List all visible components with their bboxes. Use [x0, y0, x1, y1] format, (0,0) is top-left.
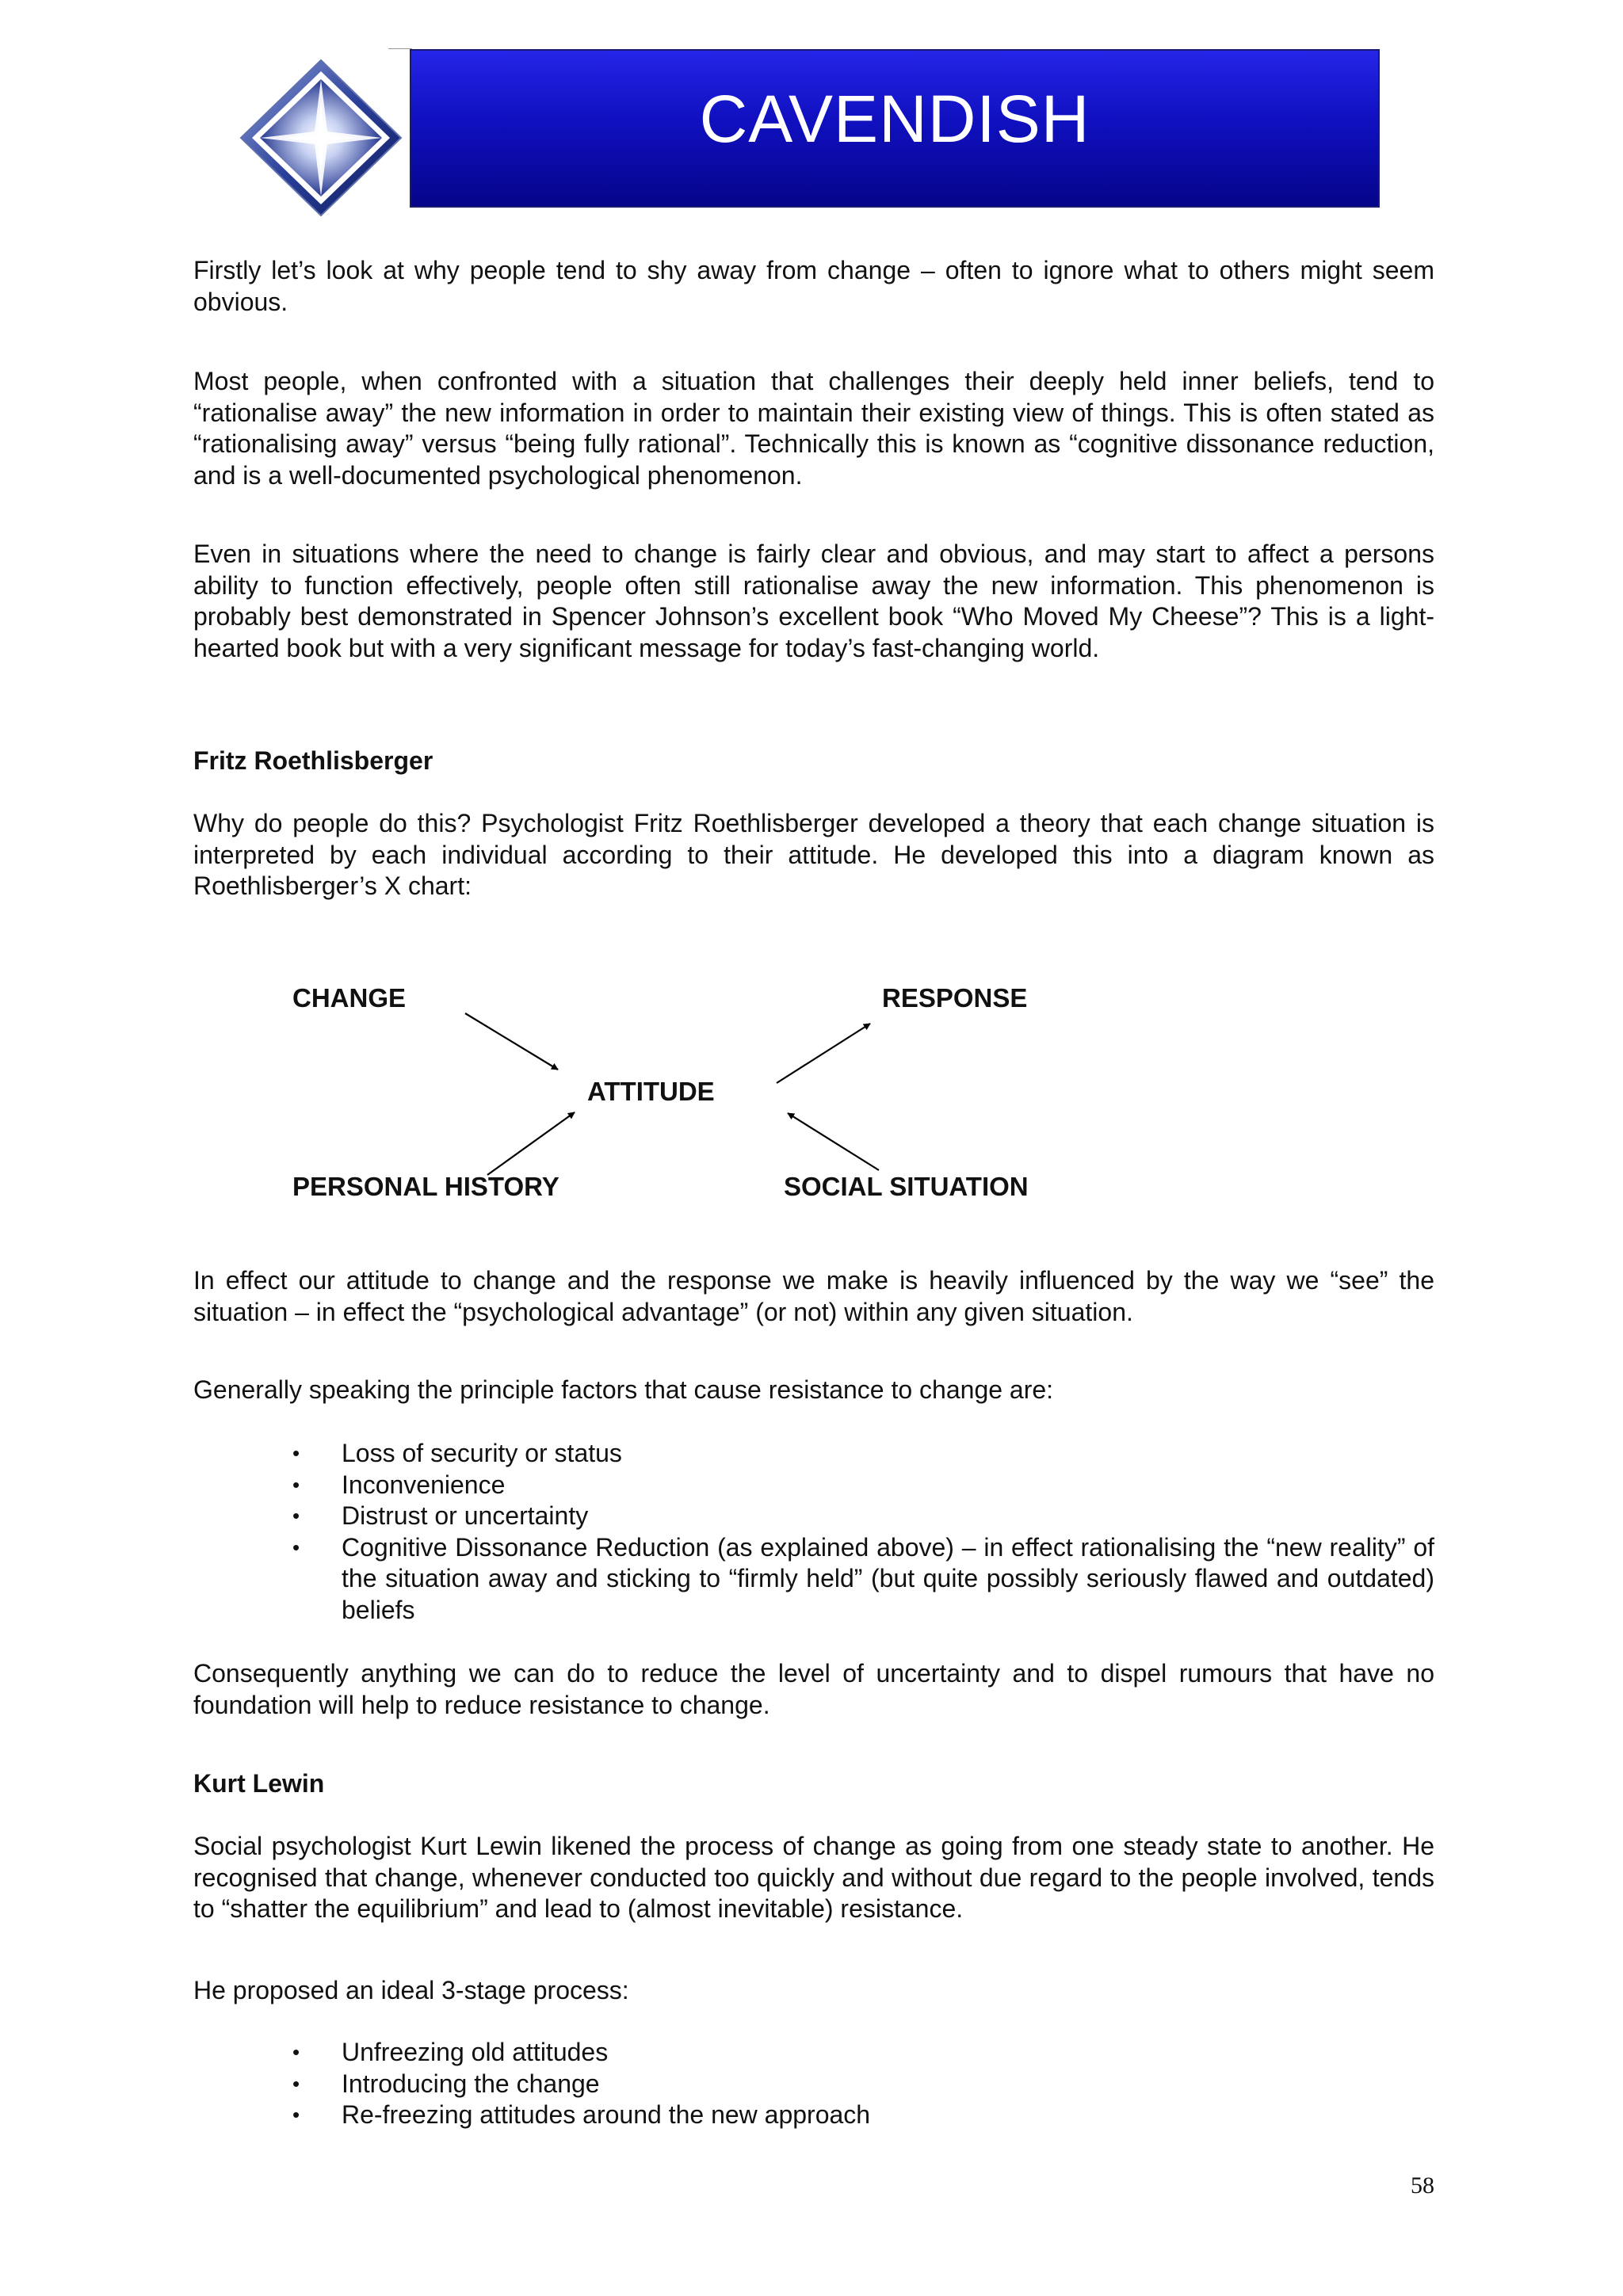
heading-roethlisberger: Fritz Roethlisberger	[193, 746, 433, 775]
list-item: • Inconvenience	[292, 1470, 506, 1499]
paragraph-attitude-effect: In effect our attitude to change and the response we make is heavily influenced by the way we “see” the situation – in effect the “psychological advantage” (or not) within any given situation.	[193, 1266, 1434, 1326]
diagram-label-social-situation: SOCIAL SITUATION	[784, 1172, 1029, 1201]
diagram-label-attitude: ATTITUDE	[587, 1077, 715, 1106]
heading-lewin: Kurt Lewin	[193, 1769, 325, 1798]
paragraph-intro: Firstly let’s look at why people tend to shy away from change – often to ignore what to others might seem obvious.	[193, 256, 1434, 316]
list-item: • Introducing the change	[292, 2069, 600, 2098]
arrow-social-to-attitude	[788, 1113, 879, 1170]
resistance-factors-list	[288, 1438, 1434, 1626]
list-item: • Cognitive Dissonance Reduction (as explained above) – in effect rationalising the “new reality” of the situation away and sticking to “firmly held” (but quite possibly seriously flawed and outdated) beliefs	[292, 1532, 1434, 1624]
list-item: • Re-freezing attitudes around the new approach	[292, 2100, 871, 2129]
paragraph-process-intro: He proposed an ideal 3-stage process:	[193, 1976, 629, 2004]
paragraph-roethlisberger: Why do people do this? Psychologist Fritz Roethlisberger developed a theory that each change situation is interpreted by each individual according to their attitude. He developed this into a diagram known as Roethlisberger’s X chart:	[193, 809, 1434, 900]
list-item: • Unfreezing old attitudes	[292, 2038, 609, 2066]
paragraph-factors-intro: Generally speaking the principle factors that cause resistance to change are:	[193, 1375, 1054, 1404]
lewin-stages-list	[288, 2037, 1434, 2131]
arrow-change-to-attitude	[465, 1013, 558, 1070]
arrow-attitude-to-response	[777, 1024, 870, 1083]
page-number: 58	[1411, 2172, 1434, 2199]
paragraph-consequently: Consequently anything we can do to reduce the level of uncertainty and to dispel rumours that have no foundation will help to reduce resistance to change.	[193, 1659, 1434, 1719]
arrow-history-to-attitude	[487, 1112, 575, 1175]
paragraph-cheese: Even in situations where the need to change is fairly clear and obvious, and may start to affect a persons ability to function effectively, people often still rationalise away the new information. This phenomenon is probably best demonstrated in Spencer Johnson’s excellent book “Who Moved My Cheese”? This is a light-hearted book but with a very significant message for today’s fast-changing world.	[193, 540, 1434, 662]
paragraph-lewin: Social psychologist Kurt Lewin likened the process of change as going from one steady state to another. He recognised that change, whenever conducted too quickly and without due regard to the people involved, tends to “shatter the equilibrium” and lead to (almost inevitable) resistance.	[193, 1832, 1434, 1923]
diagram-label-personal-history: PERSONAL HISTORY	[292, 1172, 559, 1201]
list-item: • Loss of security or status	[292, 1439, 622, 1467]
paragraph-rationalise: Most people, when confronted with a situation that challenges their deeply held inner beliefs, tend to “rationalise away” the new information in order to maintain their existing view of things. This is often stated as “rationalising away” versus “being fully rational”. Technically this is known as “cognitive dissonance reduction, and is a well-documented psychological phenomenon.	[193, 367, 1434, 490]
list-item: • Distrust or uncertainty	[292, 1501, 589, 1530]
diagram-label-response: RESPONSE	[882, 983, 1028, 1013]
diagram-label-change: CHANGE	[292, 983, 407, 1013]
page-title: CAVENDISH	[699, 82, 1090, 156]
